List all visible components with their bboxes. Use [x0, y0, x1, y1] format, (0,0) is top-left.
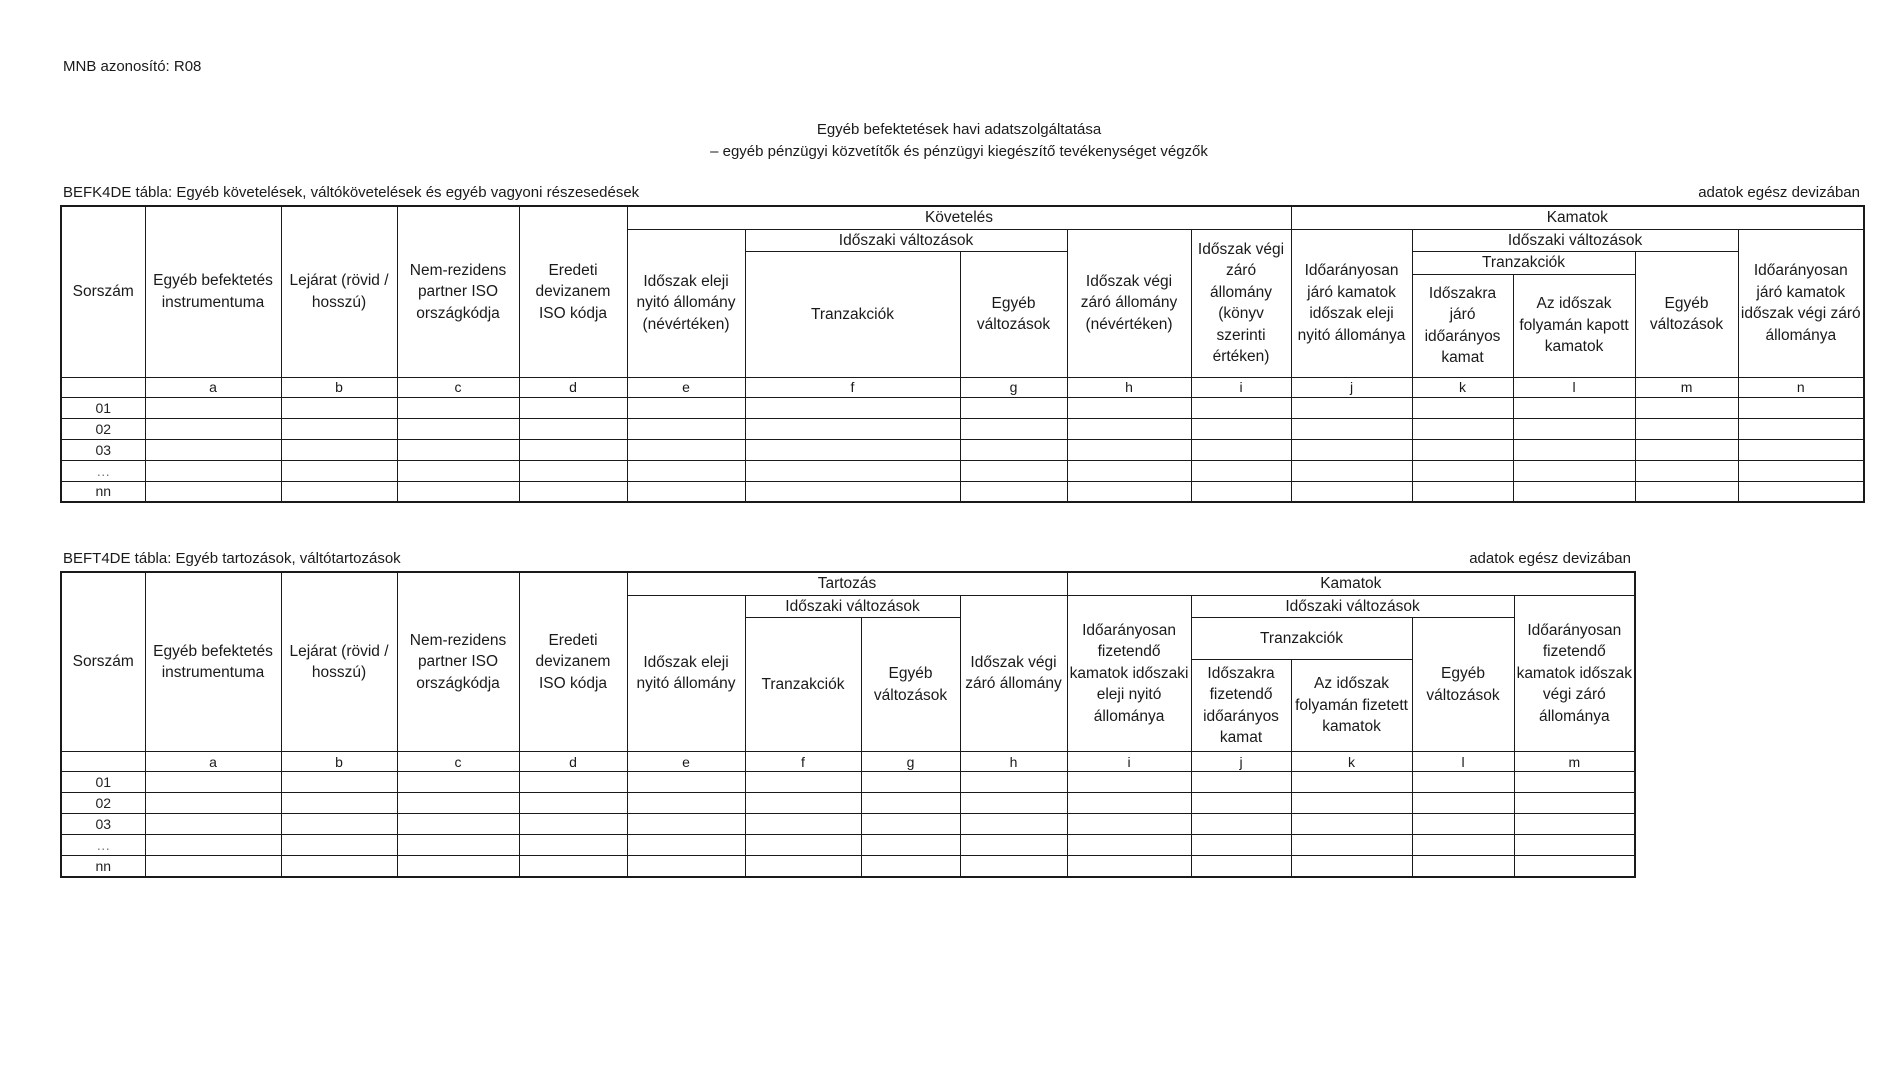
- t2-cell[interactable]: [1291, 772, 1412, 793]
- t1-cell[interactable]: [1191, 397, 1291, 418]
- t2-header-kamat-tranzakciok: Tranzakciók: [1191, 618, 1412, 660]
- t1-header-kamat-tranzakciok: Tranzakciók: [1412, 252, 1635, 275]
- t2-cell[interactable]: [1067, 772, 1191, 793]
- t1-cell[interactable]: [745, 460, 960, 481]
- table2-unit: adatok egész devizában: [1469, 550, 1631, 567]
- t2-cell[interactable]: [1412, 814, 1514, 835]
- t2-cell[interactable]: [281, 856, 397, 877]
- t1-cell[interactable]: [1191, 418, 1291, 439]
- t2-cell[interactable]: [960, 793, 1067, 814]
- t1-cell[interactable]: [960, 439, 1067, 460]
- t2-cell[interactable]: [1412, 772, 1514, 793]
- t2-row-number: 03: [61, 814, 145, 835]
- t1-letter: i: [1191, 377, 1291, 397]
- document-subtitle: – egyéb pénzügyi közvetítők és pénzügyi kiegészítő tevékenységet végzők: [710, 143, 1208, 160]
- t2-cell[interactable]: [1514, 772, 1635, 793]
- t2-header-lejarat: Lejárat (rövid / hosszú): [281, 572, 397, 752]
- t1-cell[interactable]: [627, 460, 745, 481]
- t1-header-kamatok: Kamatok: [1291, 206, 1864, 229]
- t2-header-kamat-eleji: Időarányosan fizetendő kamatok időszaki eleji nyitó állománya: [1067, 595, 1191, 752]
- t2-header-eleji: Időszak eleji nyitó állomány: [627, 595, 745, 752]
- t2-cell[interactable]: [1514, 835, 1635, 856]
- t1-letter: d: [519, 377, 627, 397]
- t1-cell[interactable]: [1635, 439, 1738, 460]
- t2-header-partner: Nem-rezidens partner ISO országkódja: [397, 572, 519, 752]
- t2-cell[interactable]: [960, 856, 1067, 877]
- t2-header-idoszaki-valtozasok: Időszaki változások: [745, 595, 960, 618]
- t2-letter: d: [519, 752, 627, 772]
- t1-cell[interactable]: [519, 397, 627, 418]
- t2-cell[interactable]: [145, 835, 281, 856]
- t1-header-vegi-nevert: Időszak végi záró állomány (névértéken): [1067, 229, 1191, 377]
- table2-caption: BEFT4DE tábla: Egyéb tartozások, váltótartozások: [63, 550, 401, 567]
- t1-letter: g: [960, 377, 1067, 397]
- t2-cell[interactable]: [1291, 814, 1412, 835]
- t2-cell[interactable]: [745, 814, 861, 835]
- t1-letter: k: [1412, 377, 1513, 397]
- t1-letter: b: [281, 377, 397, 397]
- t2-cell[interactable]: [281, 835, 397, 856]
- t2-cell[interactable]: [861, 835, 960, 856]
- t2-row-number: 02: [61, 793, 145, 814]
- t1-cell[interactable]: [1291, 397, 1412, 418]
- t1-cell[interactable]: [627, 397, 745, 418]
- t1-cell[interactable]: [281, 418, 397, 439]
- t2-header-kamat-idoszaki: Időszaki változások: [1191, 595, 1514, 618]
- t2-cell[interactable]: [1291, 835, 1412, 856]
- t1-letter: l: [1513, 377, 1635, 397]
- t2-cell[interactable]: [627, 856, 745, 877]
- t2-header-fizetett: Az időszak folyamán fizetett kamatok: [1291, 660, 1412, 752]
- t2-cell[interactable]: [627, 835, 745, 856]
- t1-cell[interactable]: [960, 418, 1067, 439]
- t1-cell[interactable]: [1291, 418, 1412, 439]
- t2-row-number: …: [61, 835, 145, 856]
- t2-letter: a: [145, 752, 281, 772]
- t2-cell[interactable]: [960, 814, 1067, 835]
- t2-cell[interactable]: [281, 772, 397, 793]
- t1-cell[interactable]: [1412, 481, 1513, 502]
- t2-cell[interactable]: [145, 856, 281, 877]
- t1-cell[interactable]: [145, 418, 281, 439]
- t1-header-kapott: Az időszak folyamán kapott kamatok: [1513, 274, 1635, 377]
- t1-cell[interactable]: [397, 481, 519, 502]
- t1-header-deviza: Eredeti devizanem ISO kódja: [519, 206, 627, 377]
- t2-cell[interactable]: [1412, 793, 1514, 814]
- t2-cell[interactable]: [1514, 856, 1635, 877]
- t2-letter: e: [627, 752, 745, 772]
- t1-cell[interactable]: [397, 439, 519, 460]
- t2-letter: i: [1067, 752, 1191, 772]
- t2-cell[interactable]: [1067, 793, 1191, 814]
- t1-letter: e: [627, 377, 745, 397]
- t2-letter: j: [1191, 752, 1291, 772]
- t1-cell[interactable]: [1635, 460, 1738, 481]
- t1-header-eleji: Időszak eleji nyitó állomány (névértéken): [627, 229, 745, 377]
- t2-cell[interactable]: [1191, 772, 1291, 793]
- t1-cell[interactable]: [1191, 460, 1291, 481]
- t2-cell[interactable]: [1191, 793, 1291, 814]
- t1-cell[interactable]: [281, 439, 397, 460]
- t1-cell[interactable]: [1738, 397, 1864, 418]
- t1-cell[interactable]: [1738, 439, 1864, 460]
- t1-cell[interactable]: [1738, 460, 1864, 481]
- t1-header-idoszakra: Időszakra járó időarányos kamat: [1412, 274, 1513, 377]
- t2-letter: k: [1291, 752, 1412, 772]
- t1-cell[interactable]: [1412, 460, 1513, 481]
- t1-cell[interactable]: [281, 397, 397, 418]
- t1-cell[interactable]: [145, 460, 281, 481]
- t2-cell[interactable]: [397, 793, 519, 814]
- t2-header-instrument: Egyéb befektetés instrumentuma: [145, 572, 281, 752]
- t2-cell[interactable]: [1291, 793, 1412, 814]
- t2-cell[interactable]: [1067, 835, 1191, 856]
- t2-cell[interactable]: [1067, 856, 1191, 877]
- t1-header-koveteles: Követelés: [627, 206, 1291, 229]
- t1-header-tranzakciok: Tranzakciók: [745, 252, 960, 378]
- t2-cell[interactable]: [960, 835, 1067, 856]
- t1-cell[interactable]: [1067, 460, 1191, 481]
- t1-cell[interactable]: [519, 481, 627, 502]
- t1-cell[interactable]: [519, 460, 627, 481]
- t2-cell[interactable]: [745, 856, 861, 877]
- t1-cell[interactable]: [627, 439, 745, 460]
- t1-cell[interactable]: [145, 397, 281, 418]
- t2-row-number: nn: [61, 856, 145, 877]
- table1-unit: adatok egész devizában: [1698, 184, 1860, 201]
- t2-header-kamat-vegi: Időarányosan fizetendő kamatok időszak végi záró állománya: [1514, 595, 1635, 752]
- t1-cell[interactable]: [1191, 439, 1291, 460]
- t1-cell[interactable]: [745, 397, 960, 418]
- t2-cell[interactable]: [861, 793, 960, 814]
- t1-header-sorszam: Sorszám: [61, 206, 145, 377]
- t2-cell[interactable]: [861, 772, 960, 793]
- t1-cell[interactable]: [1738, 481, 1864, 502]
- t1-cell[interactable]: [519, 439, 627, 460]
- t2-header-tranzakciok: Tranzakciók: [745, 618, 861, 752]
- t1-header-kamat-idoszaki: Időszaki változások: [1412, 229, 1738, 252]
- t2-cell[interactable]: [519, 772, 627, 793]
- t1-cell[interactable]: [960, 397, 1067, 418]
- t1-cell[interactable]: [1513, 460, 1635, 481]
- t2-header-sorszam: Sorszám: [61, 572, 145, 752]
- t2-letter-blank: [61, 752, 145, 772]
- t2-letter: g: [861, 752, 960, 772]
- t1-cell[interactable]: [1513, 481, 1635, 502]
- t1-cell[interactable]: [627, 418, 745, 439]
- t1-letter: c: [397, 377, 519, 397]
- t2-cell[interactable]: [1291, 856, 1412, 877]
- t1-cell[interactable]: [281, 460, 397, 481]
- t1-cell[interactable]: [1291, 439, 1412, 460]
- t2-cell[interactable]: [397, 814, 519, 835]
- t2-cell[interactable]: [627, 772, 745, 793]
- t2-cell[interactable]: [1191, 835, 1291, 856]
- t2-cell[interactable]: [861, 814, 960, 835]
- t2-letter: c: [397, 752, 519, 772]
- t2-cell[interactable]: [281, 793, 397, 814]
- t1-header-egyeb-valtozasok: Egyéb változások: [960, 252, 1067, 378]
- t1-cell[interactable]: [745, 418, 960, 439]
- t1-header-kamat-egyeb: Egyéb változások: [1635, 252, 1738, 378]
- t2-cell[interactable]: [145, 793, 281, 814]
- t1-row-number: 01: [61, 397, 145, 418]
- t2-letter: l: [1412, 752, 1514, 772]
- t2-cell[interactable]: [1514, 814, 1635, 835]
- t2-cell[interactable]: [1191, 856, 1291, 877]
- t2-cell[interactable]: [145, 814, 281, 835]
- t1-cell[interactable]: [1635, 418, 1738, 439]
- t1-cell[interactable]: [1635, 481, 1738, 502]
- t2-cell[interactable]: [745, 835, 861, 856]
- t2-header-kamatok: Kamatok: [1067, 572, 1635, 595]
- t1-cell[interactable]: [1067, 481, 1191, 502]
- t2-cell[interactable]: [1067, 814, 1191, 835]
- t2-header-vegi: Időszak végi záró állomány: [960, 595, 1067, 752]
- t2-letter: h: [960, 752, 1067, 772]
- t1-letter-blank: [61, 377, 145, 397]
- t2-cell[interactable]: [627, 793, 745, 814]
- t2-cell[interactable]: [519, 856, 627, 877]
- t2-header-kamat-egyeb: Egyéb változások: [1412, 618, 1514, 752]
- t1-cell[interactable]: [960, 481, 1067, 502]
- t1-cell[interactable]: [745, 481, 960, 502]
- t2-header-egyeb-valtozasok: Egyéb változások: [861, 618, 960, 752]
- t1-letter: n: [1738, 377, 1864, 397]
- t1-row-number: 02: [61, 418, 145, 439]
- table2-grid: [60, 571, 1636, 878]
- t1-cell[interactable]: [519, 418, 627, 439]
- t1-letter: m: [1635, 377, 1738, 397]
- t1-cell[interactable]: [627, 481, 745, 502]
- t2-cell[interactable]: [519, 793, 627, 814]
- t1-cell[interactable]: [1412, 418, 1513, 439]
- t2-cell[interactable]: [281, 814, 397, 835]
- t1-cell[interactable]: [1513, 418, 1635, 439]
- t2-cell[interactable]: [397, 835, 519, 856]
- t1-header-instrument: Egyéb befektetés instrumentuma: [145, 206, 281, 377]
- t2-cell[interactable]: [519, 835, 627, 856]
- t1-cell[interactable]: [1412, 439, 1513, 460]
- t1-row-number: …: [61, 460, 145, 481]
- t1-cell[interactable]: [745, 439, 960, 460]
- t2-cell[interactable]: [1412, 835, 1514, 856]
- t1-cell[interactable]: [1513, 397, 1635, 418]
- t1-cell[interactable]: [1067, 397, 1191, 418]
- t1-row-number: 03: [61, 439, 145, 460]
- t1-cell[interactable]: [145, 481, 281, 502]
- t2-cell[interactable]: [519, 814, 627, 835]
- t2-cell[interactable]: [627, 814, 745, 835]
- t2-header-idoszakra: Időszakra fizetendő időarányos kamat: [1191, 660, 1291, 752]
- t1-cell[interactable]: [1635, 397, 1738, 418]
- t1-header-partner: Nem-rezidens partner ISO országkódja: [397, 206, 519, 377]
- t1-cell[interactable]: [1291, 460, 1412, 481]
- t1-cell[interactable]: [1191, 481, 1291, 502]
- t2-cell[interactable]: [745, 772, 861, 793]
- t2-letter: m: [1514, 752, 1635, 772]
- t2-cell[interactable]: [1514, 793, 1635, 814]
- t2-cell[interactable]: [861, 856, 960, 877]
- t1-row-number: nn: [61, 481, 145, 502]
- t2-cell[interactable]: [960, 772, 1067, 793]
- document-title: Egyéb befektetések havi adatszolgáltatása: [816, 121, 1102, 138]
- t2-cell[interactable]: [1412, 856, 1514, 877]
- t1-cell[interactable]: [1513, 439, 1635, 460]
- t2-cell[interactable]: [1191, 814, 1291, 835]
- t1-letter: h: [1067, 377, 1191, 397]
- t1-cell[interactable]: [397, 460, 519, 481]
- t2-cell[interactable]: [745, 793, 861, 814]
- t2-row-number: 01: [61, 772, 145, 793]
- t1-header-idoszaki-valtozasok: Időszaki változások: [745, 229, 1067, 252]
- t1-cell[interactable]: [1738, 418, 1864, 439]
- t1-header-kamat-vegi: Időarányosan járó kamatok időszak végi záró állománya: [1738, 229, 1864, 377]
- t1-cell[interactable]: [281, 481, 397, 502]
- t1-letter: f: [745, 377, 960, 397]
- t2-cell[interactable]: [397, 772, 519, 793]
- t1-cell[interactable]: [1412, 397, 1513, 418]
- t1-letter: j: [1291, 377, 1412, 397]
- t1-letter: a: [145, 377, 281, 397]
- t2-header-tartozas: Tartozás: [627, 572, 1067, 595]
- t2-letter: f: [745, 752, 861, 772]
- t2-letter: b: [281, 752, 397, 772]
- t2-cell[interactable]: [145, 772, 281, 793]
- t2-cell[interactable]: [397, 856, 519, 877]
- table1-caption: BEFK4DE tábla: Egyéb követelések, váltókövetelések és egyéb vagyoni részesedések: [63, 184, 640, 201]
- t1-cell[interactable]: [145, 439, 281, 460]
- t1-cell[interactable]: [960, 460, 1067, 481]
- t1-header-kamat-eleji: Időarányosan járó kamatok időszak eleji nyitó állománya: [1291, 229, 1412, 377]
- t1-header-lejarat: Lejárat (rövid / hosszú): [281, 206, 397, 377]
- t1-header-vegi-konyv: Időszak végi záró állomány (könyv szerinti értéken): [1191, 229, 1291, 377]
- table1-grid: [60, 205, 1865, 503]
- t1-cell[interactable]: [1067, 418, 1191, 439]
- mnb-identifier: MNB azonosító: R08: [63, 58, 202, 75]
- t1-cell[interactable]: [397, 397, 519, 418]
- t1-cell[interactable]: [397, 418, 519, 439]
- t2-header-deviza: Eredeti devizanem ISO kódja: [519, 572, 627, 752]
- t1-cell[interactable]: [1291, 481, 1412, 502]
- t1-cell[interactable]: [1067, 439, 1191, 460]
